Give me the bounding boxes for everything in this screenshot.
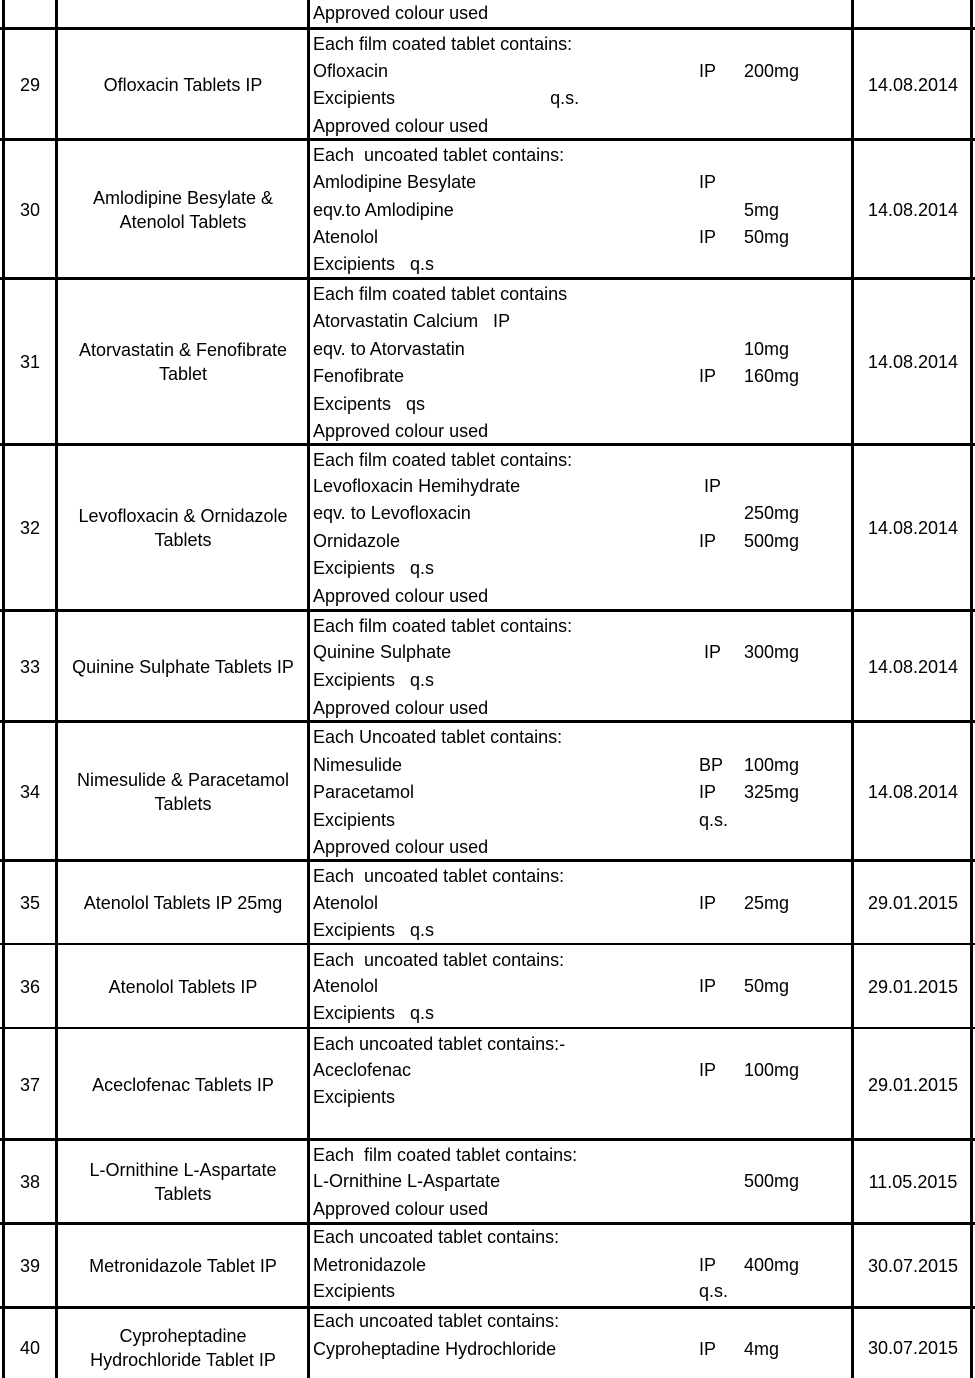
ingredient-quantity: 50mg xyxy=(744,227,790,247)
serial-number: 30 xyxy=(19,199,41,220)
table-row xyxy=(0,611,975,722)
ingredient-text: Paracetamol xyxy=(313,782,415,802)
ingredient-quantity: 4mg xyxy=(744,1339,780,1359)
column-border xyxy=(851,722,854,861)
ingredient-quantity: 400mg xyxy=(744,1255,800,1275)
row-border xyxy=(0,1027,975,1029)
ingredient-text: Excipients q.s xyxy=(313,920,435,940)
table-row xyxy=(0,1029,975,1140)
serial-number: 31 xyxy=(19,352,41,372)
product-name: Nimesulide & Paracetamol Tablets xyxy=(76,769,290,814)
ingredient-text: Approved colour used xyxy=(313,586,489,606)
serial-number: 37 xyxy=(19,1074,41,1095)
product-name: L-Ornithine L-Aspartate Tablets xyxy=(89,1160,277,1204)
composition-line xyxy=(313,198,843,222)
composition-line xyxy=(313,584,843,608)
ingredient-text: Excipients q.s. xyxy=(313,88,580,108)
ingredient-quantity: 300mg xyxy=(744,642,800,662)
column-border xyxy=(851,861,854,945)
pharmacopoeia-standard: q.s. xyxy=(699,1281,729,1301)
table-row xyxy=(0,1224,975,1308)
column-border xyxy=(307,0,310,29)
approval-date: 14.08.2014 xyxy=(867,199,959,220)
composition-line xyxy=(313,225,843,249)
pharmacopoeia-standard: IP xyxy=(699,893,717,913)
ingredient-text: Each uncoated tablet contains: xyxy=(313,145,565,165)
ingredient-text: Fenofibrate xyxy=(313,366,405,386)
row-border xyxy=(0,943,975,945)
ingredient-text: L-Ornithine L-Aspartate xyxy=(313,1171,501,1191)
composition-line xyxy=(313,1001,843,1025)
ingredient-text: Each film coated tablet contains xyxy=(313,284,568,304)
ingredient-text: Approved colour used xyxy=(313,116,489,136)
composition-line xyxy=(313,529,843,553)
ingredient-text: Each film coated tablet contains: xyxy=(313,450,573,470)
product-name: Amlodipine Besylate & Atenolol Tablets xyxy=(92,187,274,232)
ingredient-quantity: 160mg xyxy=(744,366,800,386)
composition-line xyxy=(313,32,843,56)
ingredient-quantity: 100mg xyxy=(744,755,800,775)
composition-line xyxy=(313,86,843,110)
row-border xyxy=(0,1306,975,1309)
pharmacopoeia-standard: IP xyxy=(699,227,717,247)
ingredient-quantity: 200mg xyxy=(744,61,800,81)
column-border xyxy=(851,1308,854,1378)
composition-line xyxy=(313,474,843,498)
composition-line xyxy=(313,392,843,416)
composition-line xyxy=(313,808,843,832)
table-row xyxy=(0,945,975,1029)
composition-line xyxy=(313,419,843,443)
ingredient-text: Approved colour used xyxy=(313,1199,489,1219)
row-border xyxy=(0,1138,975,1141)
product-name: Quinine Sulphate Tablets IP xyxy=(72,656,294,677)
ingredient-text: Excipients q.s xyxy=(313,1003,435,1023)
pharmacopoeia-standard: IP xyxy=(699,1255,717,1275)
ingredient-text: Atorvastatin Calcium IP xyxy=(313,311,511,331)
composition-line xyxy=(313,252,843,276)
ingredient-text: Each uncoated tablet contains: xyxy=(313,1227,560,1247)
row-border xyxy=(0,859,975,862)
product-name: Levofloxacin & Ornidazole Tablets xyxy=(78,506,288,550)
composition-line xyxy=(313,725,843,749)
ingredient-text: Each film coated tablet contains: xyxy=(313,1145,578,1165)
ingredient-quantity: 5mg xyxy=(744,200,780,220)
ingredient-quantity: 10mg xyxy=(744,339,790,359)
pharmacopoeia-standard: IP xyxy=(699,476,722,496)
ingredient-text: Atenolol xyxy=(313,893,379,913)
ingredient-quantity: 500mg xyxy=(744,1171,800,1191)
table-row xyxy=(0,1308,975,1378)
column-border xyxy=(851,1140,854,1224)
ingredient-quantity: 50mg xyxy=(744,976,790,996)
ingredient-text: Atenolol xyxy=(313,227,379,247)
column-border xyxy=(851,1029,854,1140)
composition-line xyxy=(313,918,843,942)
approval-date: 11.05.2015 xyxy=(868,1172,958,1192)
column-border xyxy=(851,611,854,722)
pharmacopoeia-standard: IP xyxy=(699,642,722,662)
pharmacopoeia-standard: BP xyxy=(699,755,724,775)
product-name: Ofloxacin Tablets IP xyxy=(103,74,263,95)
ingredient-text: Each film coated tablet contains: xyxy=(313,616,573,636)
table-row xyxy=(0,445,975,611)
product-name: Atorvastatin & Fenofibrate Tablet xyxy=(78,340,288,384)
composition-line xyxy=(313,948,843,972)
row-border xyxy=(0,138,975,141)
product-name: Metronidazole Tablet IP xyxy=(89,1256,277,1276)
pharmacopoeia-standard: IP xyxy=(699,782,717,802)
composition-line xyxy=(313,974,843,998)
table-row xyxy=(0,279,975,445)
row-border xyxy=(0,277,975,280)
ingredient-text: Ornidazole xyxy=(313,531,401,551)
serial-number: 36 xyxy=(19,977,41,997)
approval-date: 30.07.2015 xyxy=(867,1338,959,1358)
serial-number: 35 xyxy=(19,893,41,913)
row-border xyxy=(0,443,975,446)
serial-number: 32 xyxy=(19,518,41,538)
ingredient-text: Metronidazole xyxy=(313,1255,427,1275)
composition-line xyxy=(313,170,843,194)
table-row xyxy=(0,140,975,279)
serial-number: 33 xyxy=(19,656,41,677)
composition-line xyxy=(313,1032,843,1056)
composition-line xyxy=(313,614,843,638)
pharmacopoeia-standard: IP xyxy=(699,366,717,386)
serial-number: 38 xyxy=(19,1172,41,1192)
table-row-fragment xyxy=(0,0,975,29)
pharmacopoeia-standard: q.s. xyxy=(699,810,729,830)
column-border xyxy=(55,0,58,29)
ingredient-text: Each Uncoated tablet contains: xyxy=(313,727,563,747)
approval-date: 30.07.2015 xyxy=(867,1256,959,1276)
ingredient-text: Approved colour used xyxy=(313,837,489,857)
composition-line xyxy=(313,668,843,692)
column-border xyxy=(851,140,854,279)
row-border xyxy=(0,1222,975,1225)
composition-line xyxy=(313,448,843,472)
row-border xyxy=(0,609,975,612)
row-border xyxy=(0,27,975,30)
composition-line xyxy=(313,780,843,804)
pharmacopoeia-standard: IP xyxy=(699,172,717,192)
product-name: Atenolol Tablets IP xyxy=(108,977,258,997)
ingredient-text: Each uncoated tablet contains: xyxy=(313,950,565,970)
ingredient-text: Excipients xyxy=(313,1087,396,1107)
composition-line xyxy=(313,1143,843,1167)
composition-line xyxy=(313,864,843,888)
product-name: Atenolol Tablets IP 25mg xyxy=(83,893,283,913)
ingredient-text: Amlodipine Besylate xyxy=(313,172,477,192)
composition-line xyxy=(313,753,843,777)
ingredient-text: Excipients xyxy=(313,810,396,830)
composition-line xyxy=(313,640,843,664)
composition-line xyxy=(313,835,843,859)
approval-date: 14.08.2014 xyxy=(867,781,959,802)
row-border xyxy=(0,720,975,723)
composition-line xyxy=(313,59,843,83)
composition-line xyxy=(313,1337,843,1361)
ingredient-text: Each uncoated tablet contains:- xyxy=(313,1034,566,1054)
serial-number: 39 xyxy=(19,1256,41,1276)
ingredient-quantity: 500mg xyxy=(744,531,800,551)
approval-date: 14.08.2014 xyxy=(867,352,959,372)
ingredient-quantity: 100mg xyxy=(744,1060,800,1080)
ingredient-text: Ofloxacin xyxy=(313,61,389,81)
composition-line xyxy=(313,1169,843,1193)
composition-line xyxy=(313,143,843,167)
composition-line xyxy=(313,309,843,333)
table-row xyxy=(0,861,975,945)
ingredient-text: Each uncoated tablet contains: xyxy=(313,866,565,886)
ingredient-text: Excipients q.s xyxy=(313,254,435,274)
approval-date: 29.01.2015 xyxy=(867,1074,959,1095)
pharmacopoeia-standard: IP xyxy=(699,1060,717,1080)
ingredient-text: eqv. to Atorvastatin xyxy=(313,339,465,359)
column-border xyxy=(851,445,854,611)
ingredient-text: Nimesulide xyxy=(313,755,403,775)
composition-line xyxy=(313,114,843,138)
ingredient-text: Cyproheptadine Hydrochloride xyxy=(313,1339,557,1359)
composition-line: Approved colour used xyxy=(313,3,489,23)
composition-line xyxy=(313,337,843,361)
composition-line xyxy=(313,1197,843,1221)
column-border xyxy=(970,0,973,29)
composition-line xyxy=(313,1085,843,1109)
serial-number: 40 xyxy=(19,1338,41,1358)
ingredient-text: eqv.to Amlodipine xyxy=(313,200,454,220)
product-name: Cyproheptadine Hydrochloride Tablet IP xyxy=(90,1326,276,1370)
pharmacopoeia-standard: IP xyxy=(699,61,717,81)
approval-date: 14.08.2014 xyxy=(867,74,959,95)
approval-date: 29.01.2015 xyxy=(867,977,959,997)
composition-line xyxy=(313,282,843,306)
pharmacopoeia-standard: IP xyxy=(699,1339,717,1359)
composition-line xyxy=(313,1225,843,1249)
approval-date: 29.01.2015 xyxy=(867,893,959,913)
ingredient-text: Each uncoated tablet contains: xyxy=(313,1311,560,1331)
composition-line xyxy=(313,1309,843,1333)
pharmacopoeia-standard: IP xyxy=(699,976,717,996)
ingredient-quantity: 25mg xyxy=(744,893,790,913)
approval-date: 14.08.2014 xyxy=(867,656,959,677)
table-row xyxy=(0,722,975,861)
ingredient-text: Each film coated tablet contains: xyxy=(313,34,573,54)
column-border xyxy=(851,0,854,29)
ingredient-text: Approved colour used xyxy=(313,421,489,441)
column-border xyxy=(851,1224,854,1308)
composition-line xyxy=(313,364,843,388)
ingredient-text: Excipients q.s xyxy=(313,670,435,690)
approval-date: 14.08.2014 xyxy=(867,518,959,538)
composition-line xyxy=(313,501,843,525)
composition-line xyxy=(313,1058,843,1082)
serial-number: 29 xyxy=(19,74,41,95)
column-border xyxy=(851,29,854,140)
ingredient-text: Approved colour used xyxy=(313,698,489,718)
table-row xyxy=(0,29,975,140)
ingredient-text: Excipents qs xyxy=(313,394,426,414)
ingredient-text: Aceclofenac xyxy=(313,1060,412,1080)
composition-line xyxy=(313,891,843,915)
table-row xyxy=(0,1140,975,1224)
composition-line xyxy=(313,1279,843,1303)
composition-line xyxy=(313,1253,843,1277)
ingredient-quantity: 250mg xyxy=(744,503,800,523)
composition-line xyxy=(313,696,843,720)
column-border xyxy=(2,0,5,29)
ingredient-text: Excipients xyxy=(313,1281,396,1301)
serial-number: 34 xyxy=(19,781,41,802)
column-border xyxy=(851,279,854,445)
ingredient-text: Levofloxacin Hemihydrate xyxy=(313,476,521,496)
composition-line xyxy=(313,556,843,580)
product-name: Aceclofenac Tablets IP xyxy=(92,1074,274,1095)
ingredient-text: Excipients q.s xyxy=(313,558,435,578)
ingredient-text: Quinine Sulphate xyxy=(313,642,452,662)
pharmacopoeia-standard: IP xyxy=(699,531,717,551)
ingredient-text: Atenolol xyxy=(313,976,379,996)
ingredient-text: eqv. to Levofloxacin xyxy=(313,503,471,523)
ingredient-quantity: 325mg xyxy=(744,782,800,802)
column-border xyxy=(851,945,854,1029)
